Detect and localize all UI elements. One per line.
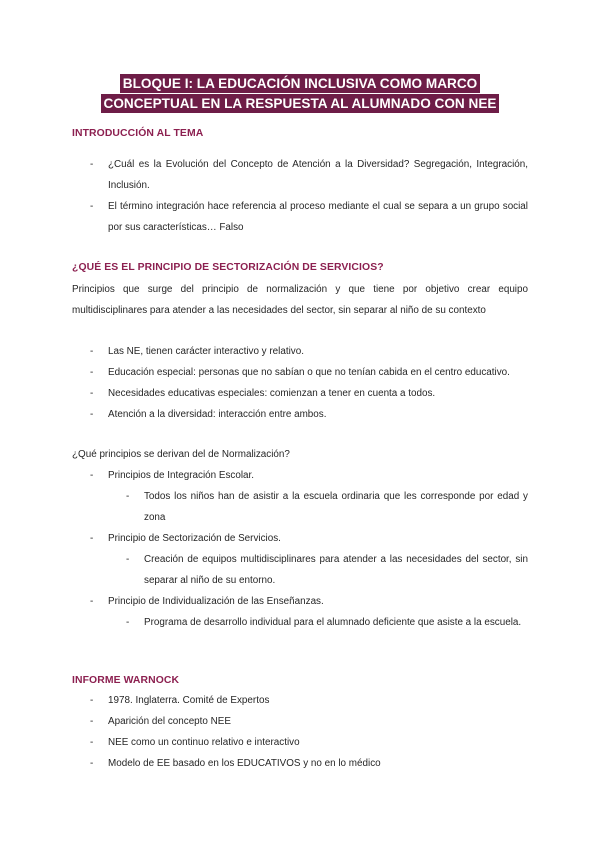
list-item-text: Necesidades educativas especiales: comienzan a tener en cuenta a todos. — [108, 388, 436, 399]
list-item — [72, 341, 528, 362]
bullet-dash: - — [90, 716, 94, 727]
list-item — [72, 154, 528, 196]
list-item — [72, 383, 528, 404]
list-item-text: Aparición del concepto NEE — [108, 716, 231, 727]
list-item-text: El término integración hace referencia al proceso mediante el cual se separa a un grupo social por sus características… Falso — [108, 201, 528, 233]
list-item — [72, 404, 528, 425]
list-item — [72, 528, 528, 549]
bullet-dash: - — [126, 554, 130, 565]
list-item-text: Las NE, tienen carácter interactivo y relativo. — [108, 346, 304, 357]
list-item-text: Atención a la diversidad: interacción entre ambos. — [108, 409, 327, 420]
bullet-dash: - — [126, 617, 130, 628]
list-item-text: NEE como un continuo relativo e interactivo — [108, 737, 300, 748]
principle-label: Principio de Individualización de las Enseñanzas. — [108, 596, 324, 607]
heading-warnock: INFORME WARNOCK — [72, 675, 180, 686]
principle-detail: Programa de desarrollo individual para el alumnado deficiente que asiste a la escuela. — [144, 617, 522, 628]
list-item — [72, 362, 528, 383]
bullet-dash: - — [90, 533, 94, 544]
heading-introduccion: INTRODUCCIÓN AL TEMA — [72, 128, 204, 139]
heading-sectorizacion: ¿QUÉ ES EL PRINCIPIO DE SECTORIZACIÓN DE SERVICIOS? — [72, 262, 384, 273]
bullet-dash: - — [90, 159, 94, 170]
bullet-dash: - — [90, 367, 94, 378]
bullet-dash: - — [90, 470, 94, 481]
principle-label: Principios de Integración Escolar. — [108, 470, 255, 481]
intro-list — [72, 154, 528, 238]
list-item — [72, 465, 528, 486]
bullet-dash: - — [90, 201, 94, 212]
title-line-2: CONCEPTUAL EN LA RESPUESTA AL ALUMNADO CON NEE — [101, 94, 500, 113]
list-item-text: ¿Cuál es la Evolución del Concepto de Atención a la Diversidad? Segregación, Integración, Inclusión. — [108, 159, 528, 191]
warnock-list — [72, 690, 528, 774]
principle-label: Principio de Sectorización de Servicios. — [108, 533, 281, 544]
bullet-dash: - — [126, 491, 130, 502]
sectorizacion-paragraph: Principios que surge del principio de normalización y que tiene por objetivo crear equipo multidisciplinares para atender a las necesidades del sector, sin separar al niño de su contexto — [72, 284, 528, 316]
principle-detail: Creación de equipos multidisciplinares para atender a las necesidades del sector, sin separar al niño de su entorno. — [144, 554, 528, 586]
list-item-text: Modelo de EE basado en los EDUCATIVOS y no en lo médico — [108, 758, 381, 769]
list-item — [72, 591, 528, 612]
bullet-dash: - — [90, 596, 94, 607]
list-item — [72, 732, 528, 753]
sub-list-item — [72, 612, 528, 633]
list-item-text: Educación especial: personas que no sabían o que no tenían cabida en el centro educativo. — [108, 367, 510, 378]
document-title — [0, 74, 600, 114]
bullet-dash: - — [90, 346, 94, 357]
sub-list-item — [72, 549, 528, 591]
principle-detail: Todos los niños han de asistir a la escuela ordinaria que les corresponde por edad y zona — [144, 491, 528, 523]
sectorizacion-list — [72, 341, 528, 425]
title-line-1: BLOQUE I: LA EDUCACIÓN INCLUSIVA COMO MARCO — [120, 74, 480, 93]
bullet-dash: - — [90, 388, 94, 399]
bullet-dash: - — [90, 758, 94, 769]
bullet-dash: - — [90, 409, 94, 420]
normalizacion-question: ¿Qué principios se derivan del de Normalización? — [72, 449, 290, 460]
bullet-dash: - — [90, 695, 94, 706]
list-item — [72, 711, 528, 732]
bullet-dash: - — [90, 737, 94, 748]
list-item — [72, 690, 528, 711]
list-item-text: 1978. Inglaterra. Comité de Expertos — [108, 695, 270, 706]
principles-list — [72, 465, 528, 633]
list-item — [72, 196, 528, 238]
list-item — [72, 753, 528, 774]
sub-list-item — [72, 486, 528, 528]
